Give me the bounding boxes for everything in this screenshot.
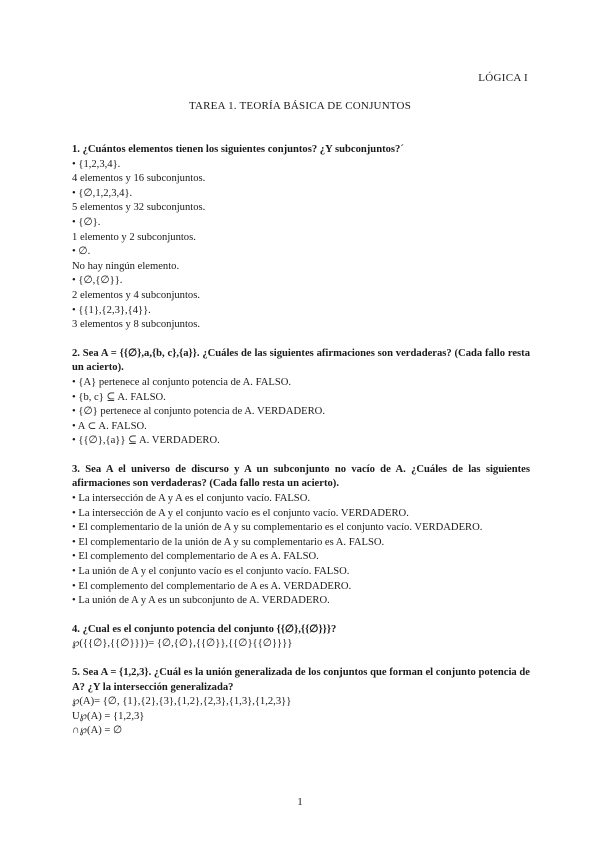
answer-line: 5 elementos y 32 subconjuntos. xyxy=(72,202,206,214)
document-title: TAREA 1. TEORÍA BÁSICA DE CONJUNTOS xyxy=(188,100,412,112)
answer-line: 1 elemento y 2 subconjuntos. xyxy=(72,231,196,243)
answer-line: • El complementario de la unión de A y su complementario es el conjunto vacío. VERDADERO. xyxy=(72,522,483,534)
answer-line: • {{∅},{a}} ⊆ A. VERDADERO. xyxy=(72,435,220,447)
section-1 xyxy=(72,143,530,333)
answer-line: 3 elementos y 8 subconjuntos. xyxy=(72,319,200,331)
section-3 xyxy=(72,463,530,609)
page-number: 1 xyxy=(297,796,303,808)
answer-line: • {∅}. xyxy=(72,216,101,228)
question-2: 2. Sea A = {{∅},a,{b, c},{a}}. ¿Cuáles de las siguientes afirmaciones son verdaderas? (Cada fallo resta un acierto). xyxy=(72,347,530,374)
answer-line: ℘(A)= {∅, {1},{2},{3},{1,2},{2,3},{1,3},{1,2,3}} xyxy=(72,696,292,708)
answer-line: • {∅,{∅}}. xyxy=(72,275,123,287)
answer-line: 2 elementos y 4 subconjuntos. xyxy=(72,289,200,301)
answer-line: • {A} pertenece al conjunto potencia de A. FALSO. xyxy=(72,376,292,388)
section-5 xyxy=(72,666,530,739)
question-3: 3. Sea A el universo de discurso y A un subconjunto no vacío de A. ¿Cuáles de las siguientes afirmaciones son verdaderas? (Cada fallo resta un acierto). xyxy=(72,463,530,490)
question-1: 1. ¿Cuántos elementos tienen los siguientes conjuntos? ¿Y subconjuntos?´ xyxy=(72,144,404,155)
answer-line: ∩℘(A) = ∅ xyxy=(72,725,123,737)
course-header: LÓGICA I xyxy=(478,72,528,84)
answer-line: • {{1},{2,3},{4}}. xyxy=(72,304,151,316)
answer-line: • {∅} pertenece al conjunto potencia de A. VERDADERO. xyxy=(72,406,325,418)
answer-line: 4 elementos y 16 subconjuntos. xyxy=(72,173,206,185)
section-2 xyxy=(72,347,530,449)
answer-line: • A ⊂ A. FALSO. xyxy=(72,420,147,432)
document-body xyxy=(72,143,530,739)
question-4: 4. ¿Cual es el conjunto potencia del conjunto {{∅},{{∅}}}? xyxy=(72,623,337,635)
answer-line: • ∅. xyxy=(72,246,91,258)
answer-line: • El complementario de la unión de A y su complementario es A. FALSO. xyxy=(72,536,385,548)
answer-line: • El complemento del complementario de A es A. FALSO. xyxy=(72,551,319,563)
answer-line: U℘(A) = {1,2,3} xyxy=(72,710,145,722)
answer-line: • {b, c} ⊆ A. FALSO. xyxy=(72,391,166,403)
answer-line: ℘({{∅},{{∅}}})= {∅,{∅},{{∅}},{{∅}{{∅}}}} xyxy=(72,638,293,650)
answer-line: No hay ningún elemento. xyxy=(72,260,180,272)
section-4 xyxy=(72,623,530,652)
answer-line: • {1,2,3,4}. xyxy=(72,158,121,170)
answer-line: • La unión de A y A es un subconjunto de A. VERDADERO. xyxy=(72,595,330,607)
answer-line: • La unión de A y el conjunto vacío es el conjunto vacío. FALSO. xyxy=(72,566,350,578)
answer-line: • El complemento del complementario de A es A. VERDADERO. xyxy=(72,580,352,592)
answer-line: • {∅,1,2,3,4}. xyxy=(72,187,133,199)
question-5: 5. Sea A = {1,2,3}. ¿Cuál es la unión generalizada de los conjuntos que forman el conjunto potencia de A? ¿Y la intersección generalizada? xyxy=(72,667,530,693)
answer-line: • La intersección de A y el conjunto vacío es el conjunto vacío. VERDADERO. xyxy=(72,507,409,519)
answer-line: • La intersección de A y A es el conjunto vacío. FALSO. xyxy=(72,493,311,505)
